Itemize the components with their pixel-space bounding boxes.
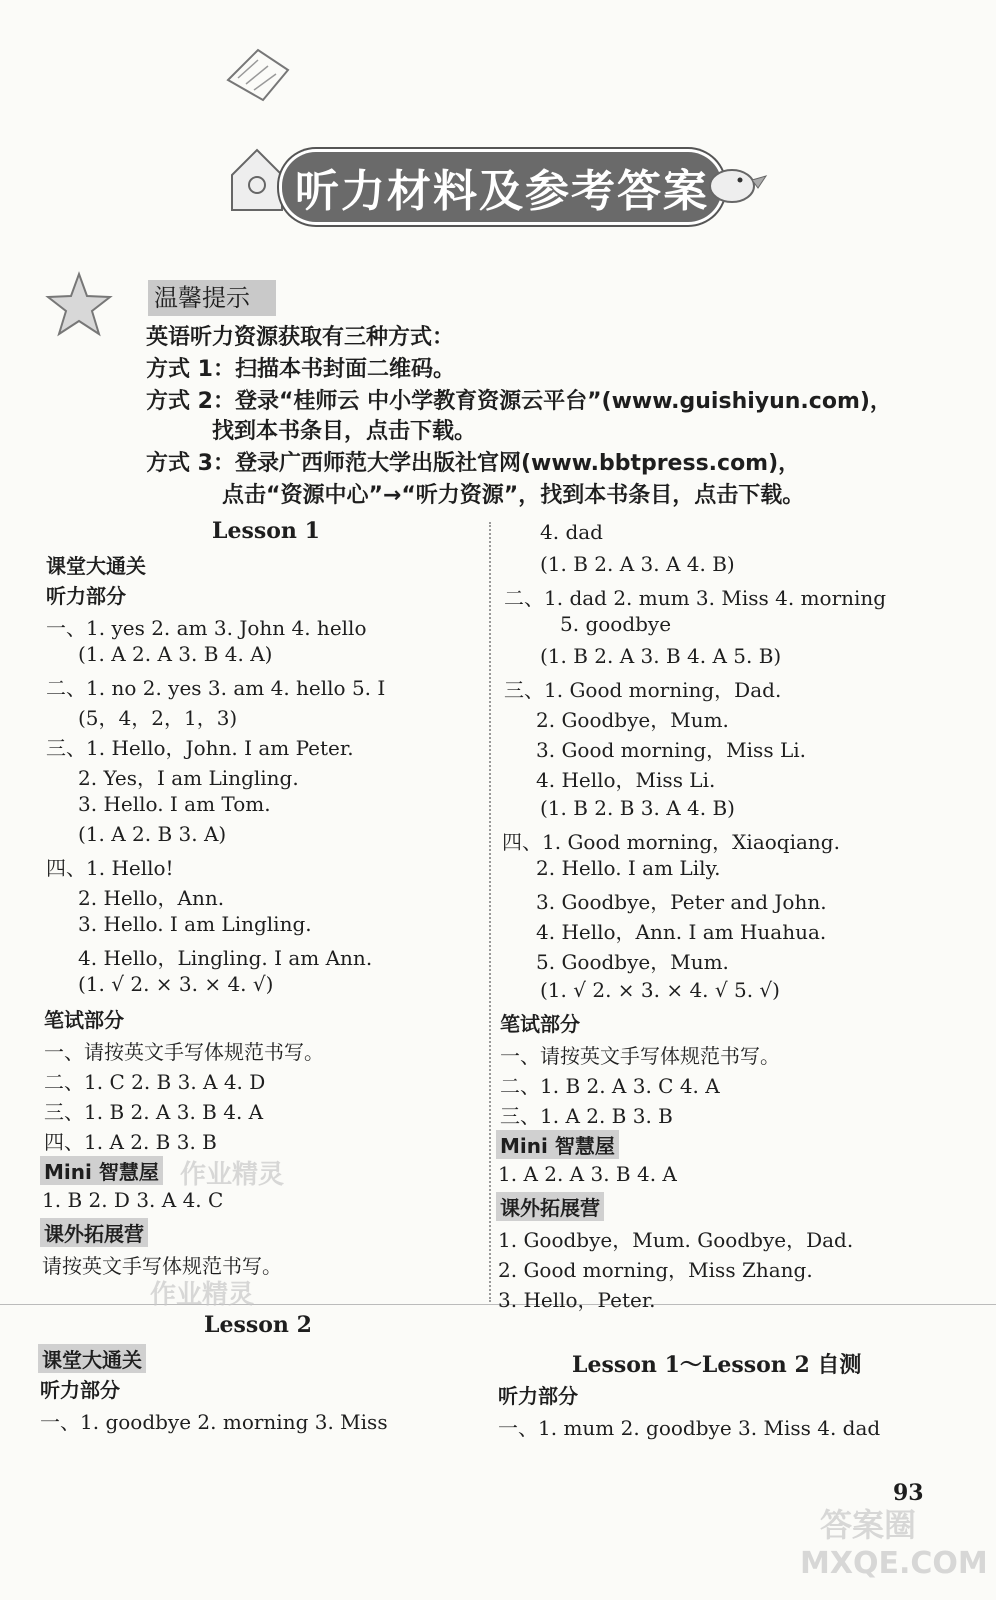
tip-line: 方式 3：登录广西师范大学出版社官网(www.bbtpress.com)，	[146, 451, 801, 476]
section-heading: 笔试部分	[500, 1012, 580, 1036]
answer-line: (1. B 2. A 3. B 4. A 5. B)	[540, 644, 782, 668]
lesson-title: Lesson 1	[212, 518, 320, 544]
doodle-icon	[218, 40, 298, 110]
answer-line: 二、1. B 2. A 3. C 4. A	[500, 1074, 720, 1098]
answer-line: 1. Goodbye，Mum. Goodbye，Dad.	[498, 1228, 854, 1252]
answer-line: 一、1. yes 2. am 3. John 4. hello	[46, 616, 367, 640]
answer-line: 3. Hello. I am Tom.	[78, 792, 271, 816]
answer-line: 三、1. A 2. B 3. B	[500, 1104, 673, 1128]
answer-line: 5. goodbye	[560, 612, 672, 636]
answer-line: (1. B 2. B 3. A 4. B)	[540, 796, 735, 820]
answer-line: 二、1. dad 2. mum 3. Miss 4. morning	[504, 586, 887, 610]
section-heading: Mini 智慧屋	[40, 1156, 163, 1185]
answer-line: 四、1. A 2. B 3. B	[44, 1130, 217, 1154]
banner-title: 听力材料及参考答案	[282, 152, 722, 222]
answer-line: 3. Hello，Peter.	[498, 1288, 656, 1312]
answer-line: 三、1. Good morning，Dad.	[504, 678, 782, 702]
test-title: Lesson 1～Lesson 2 自测	[572, 1352, 862, 1378]
answer-line: 2. Yes，I am Lingling.	[78, 766, 299, 790]
bird-icon	[700, 150, 770, 220]
answer-line: (1. A 2. B 3. A)	[78, 822, 227, 846]
watermark: 作业精灵	[180, 1160, 285, 1190]
answer-line: 2. Goodbye，Mum.	[536, 708, 729, 732]
tip-line: 方式 2：登录“桂师云 中小学教育资源云平台”(www.guishiyun.com)，	[146, 389, 892, 414]
answer-line: 3. Good morning，Miss Li.	[536, 738, 806, 762]
answer-line: 一、请按英文手写体规范书写。	[44, 1040, 324, 1064]
section-heading: 听力部分	[40, 1378, 120, 1402]
column-divider	[489, 522, 491, 1302]
tip-line: 点击“资源中心”→“听力资源”，找到本书条目，点击下载。	[222, 483, 805, 508]
answer-line: 四、1. Good morning，Xiaoqiang.	[502, 830, 840, 854]
answer-line: 四、1. Hello!	[46, 856, 174, 880]
answer-line: 1. B 2. D 3. A 4. C	[42, 1188, 224, 1212]
answer-line: 2. Good morning，Miss Zhang.	[498, 1258, 813, 1282]
lesson-title: Lesson 2	[204, 1312, 312, 1338]
section-heading: 课外拓展营	[496, 1192, 604, 1221]
answer-line: (1. √ 2. × 3. × 4. √)	[78, 972, 274, 996]
answer-line: 2. Hello. I am Lily.	[536, 856, 721, 880]
answer-line: 一、请按英文手写体规范书写。	[500, 1044, 780, 1068]
answer-line: (1. √ 2. × 3. × 4. √ 5. √)	[540, 978, 780, 1002]
answer-line: 4. Hello，Lingling. I am Ann.	[78, 946, 373, 970]
watermark: 答案圈	[820, 1506, 917, 1544]
watermark: 作业精灵	[150, 1280, 255, 1310]
page-number: 93	[893, 1480, 924, 1506]
star-icon	[44, 270, 114, 340]
tips-title: 温馨提示	[148, 280, 276, 316]
answer-line: 5. Goodbye，Mum.	[536, 950, 729, 974]
answer-line: 3. Goodbye，Peter and John.	[536, 890, 827, 914]
answer-line: 一、1. mum 2. goodbye 3. Miss 4. dad	[498, 1416, 881, 1440]
section-heading: Mini 智慧屋	[496, 1130, 619, 1159]
answer-line: 一、1. goodbye 2. morning 3. Miss	[40, 1410, 388, 1434]
tip-line: 方式 1：扫描本书封面二维码。	[146, 357, 455, 382]
section-heading: 听力部分	[46, 584, 126, 608]
section-heading: 课堂大通关	[38, 1344, 146, 1373]
answer-line: 请按英文手写体规范书写。	[42, 1254, 282, 1278]
answer-line: 4. dad	[540, 520, 603, 544]
answer-line: 二、1. C 2. B 3. A 4. D	[44, 1070, 266, 1094]
section-heading: 听力部分	[498, 1384, 578, 1408]
tip-line: 找到本书条目，点击下载。	[212, 419, 477, 444]
section-heading: 课外拓展营	[40, 1218, 148, 1247]
answer-line: (5，4，2，1，3)	[78, 706, 238, 730]
answer-line: 1. A 2. A 3. B 4. A	[498, 1162, 677, 1186]
answer-line: 三、1. B 2. A 3. B 4. A	[44, 1100, 264, 1124]
answer-line: 3. Hello. I am Lingling.	[78, 912, 312, 936]
section-heading: 笔试部分	[44, 1008, 124, 1032]
watermark: MXQE.COM	[800, 1546, 988, 1581]
section-heading: 课堂大通关	[46, 554, 146, 578]
answer-line: 二、1. no 2. yes 3. am 4. hello 5. I	[46, 676, 386, 700]
answer-line: (1. A 2. A 3. B 4. A)	[78, 642, 273, 666]
answer-line: 三、1. Hello，John. I am Peter.	[46, 736, 354, 760]
answer-line: 4. Hello，Miss Li.	[536, 768, 716, 792]
tip-line: 英语听力资源获取有三种方式：	[146, 325, 455, 350]
answer-line: (1. B 2. A 3. A 4. B)	[540, 552, 735, 576]
answer-line: 4. Hello，Ann. I am Huahua.	[536, 920, 827, 944]
answer-line: 2. Hello，Ann.	[78, 886, 225, 910]
